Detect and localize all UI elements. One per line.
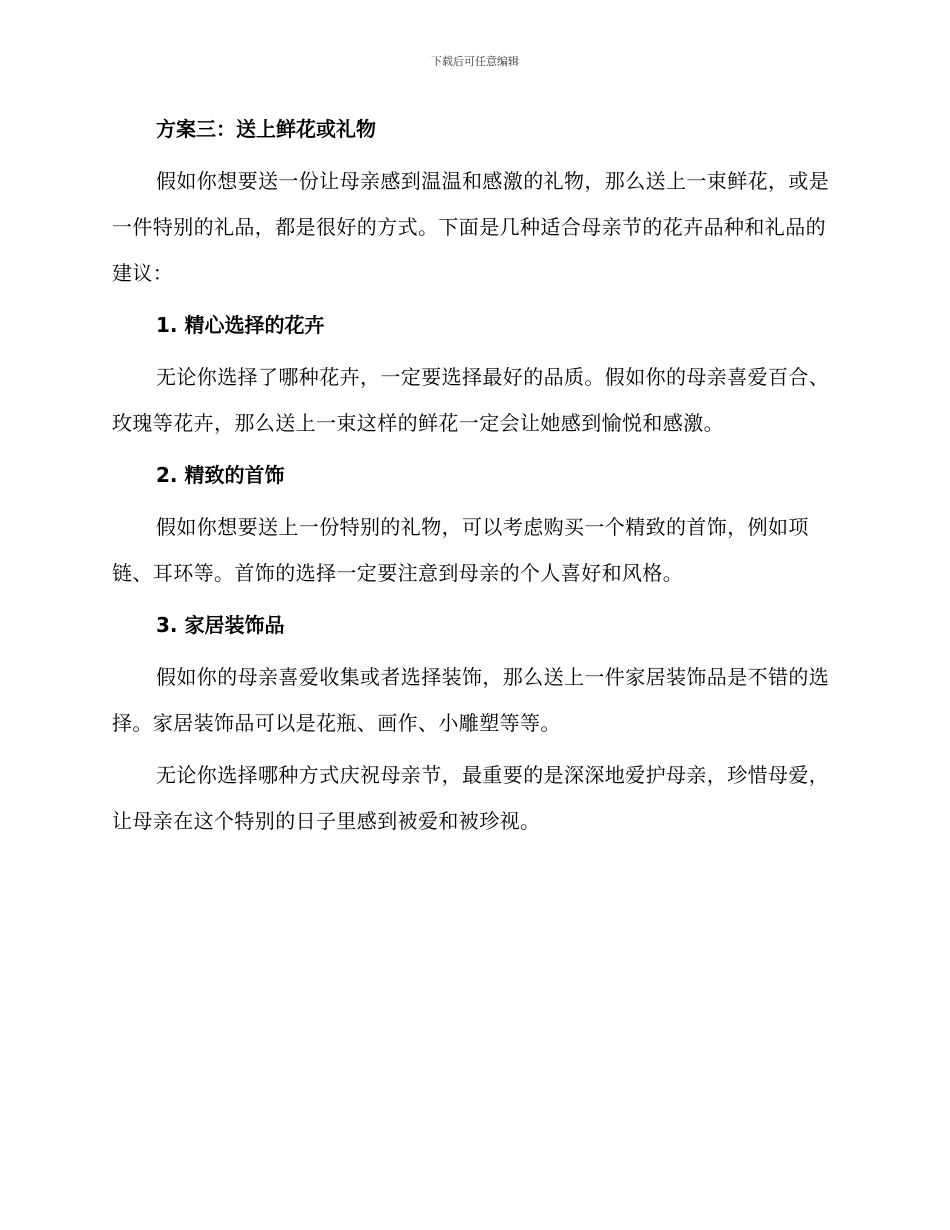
section-heading-jewelry: 2. 精致的首饰 [156,463,285,487]
section-heading-home-decor: 3. 家居装饰品 [156,613,285,637]
page-header: 下载后可任意编辑 [431,55,519,68]
intro-paragraph: 假如你想要送一份让母亲感到温温和感激的礼物，那么送上一束鲜花，或是一件特别的礼品，都是很好的方式。下面是几种适合母亲节的花卉品种和礼品的建议： [112,169,830,285]
section-body-flowers: 无论你选择了哪种花卉，一定要选择最好的品质。假如你的母亲喜爱百合、玫瑰等花卉，那么送上一束这样的鲜花一定会让她感到愉悦和感激。 [112,365,830,435]
document-title: 方案三：送上鲜花或礼物 [156,117,376,141]
section-heading-flowers: 1. 精心选择的花卉 [156,313,325,337]
closing-paragraph: 无论你选择哪种方式庆祝母亲节，最重要的是深深地爱护母亲，珍惜母爱，让母亲在这个特别的日子里感到被爱和被珍视。 [112,763,830,833]
section-body-jewelry: 假如你想要送上一份特别的礼物，可以考虑购买一个精致的首饰，例如项链、耳环等。首饰的选择一定要注意到母亲的个人喜好和风格。 [112,515,809,585]
section-body-home-decor: 假如你的母亲喜爱收集或者选择装饰，那么送上一件家居装饰品是不错的选择。家居装饰品可以是花瓶、画作、小雕塑等等。 [112,665,830,735]
document-body [112,112,832,844]
